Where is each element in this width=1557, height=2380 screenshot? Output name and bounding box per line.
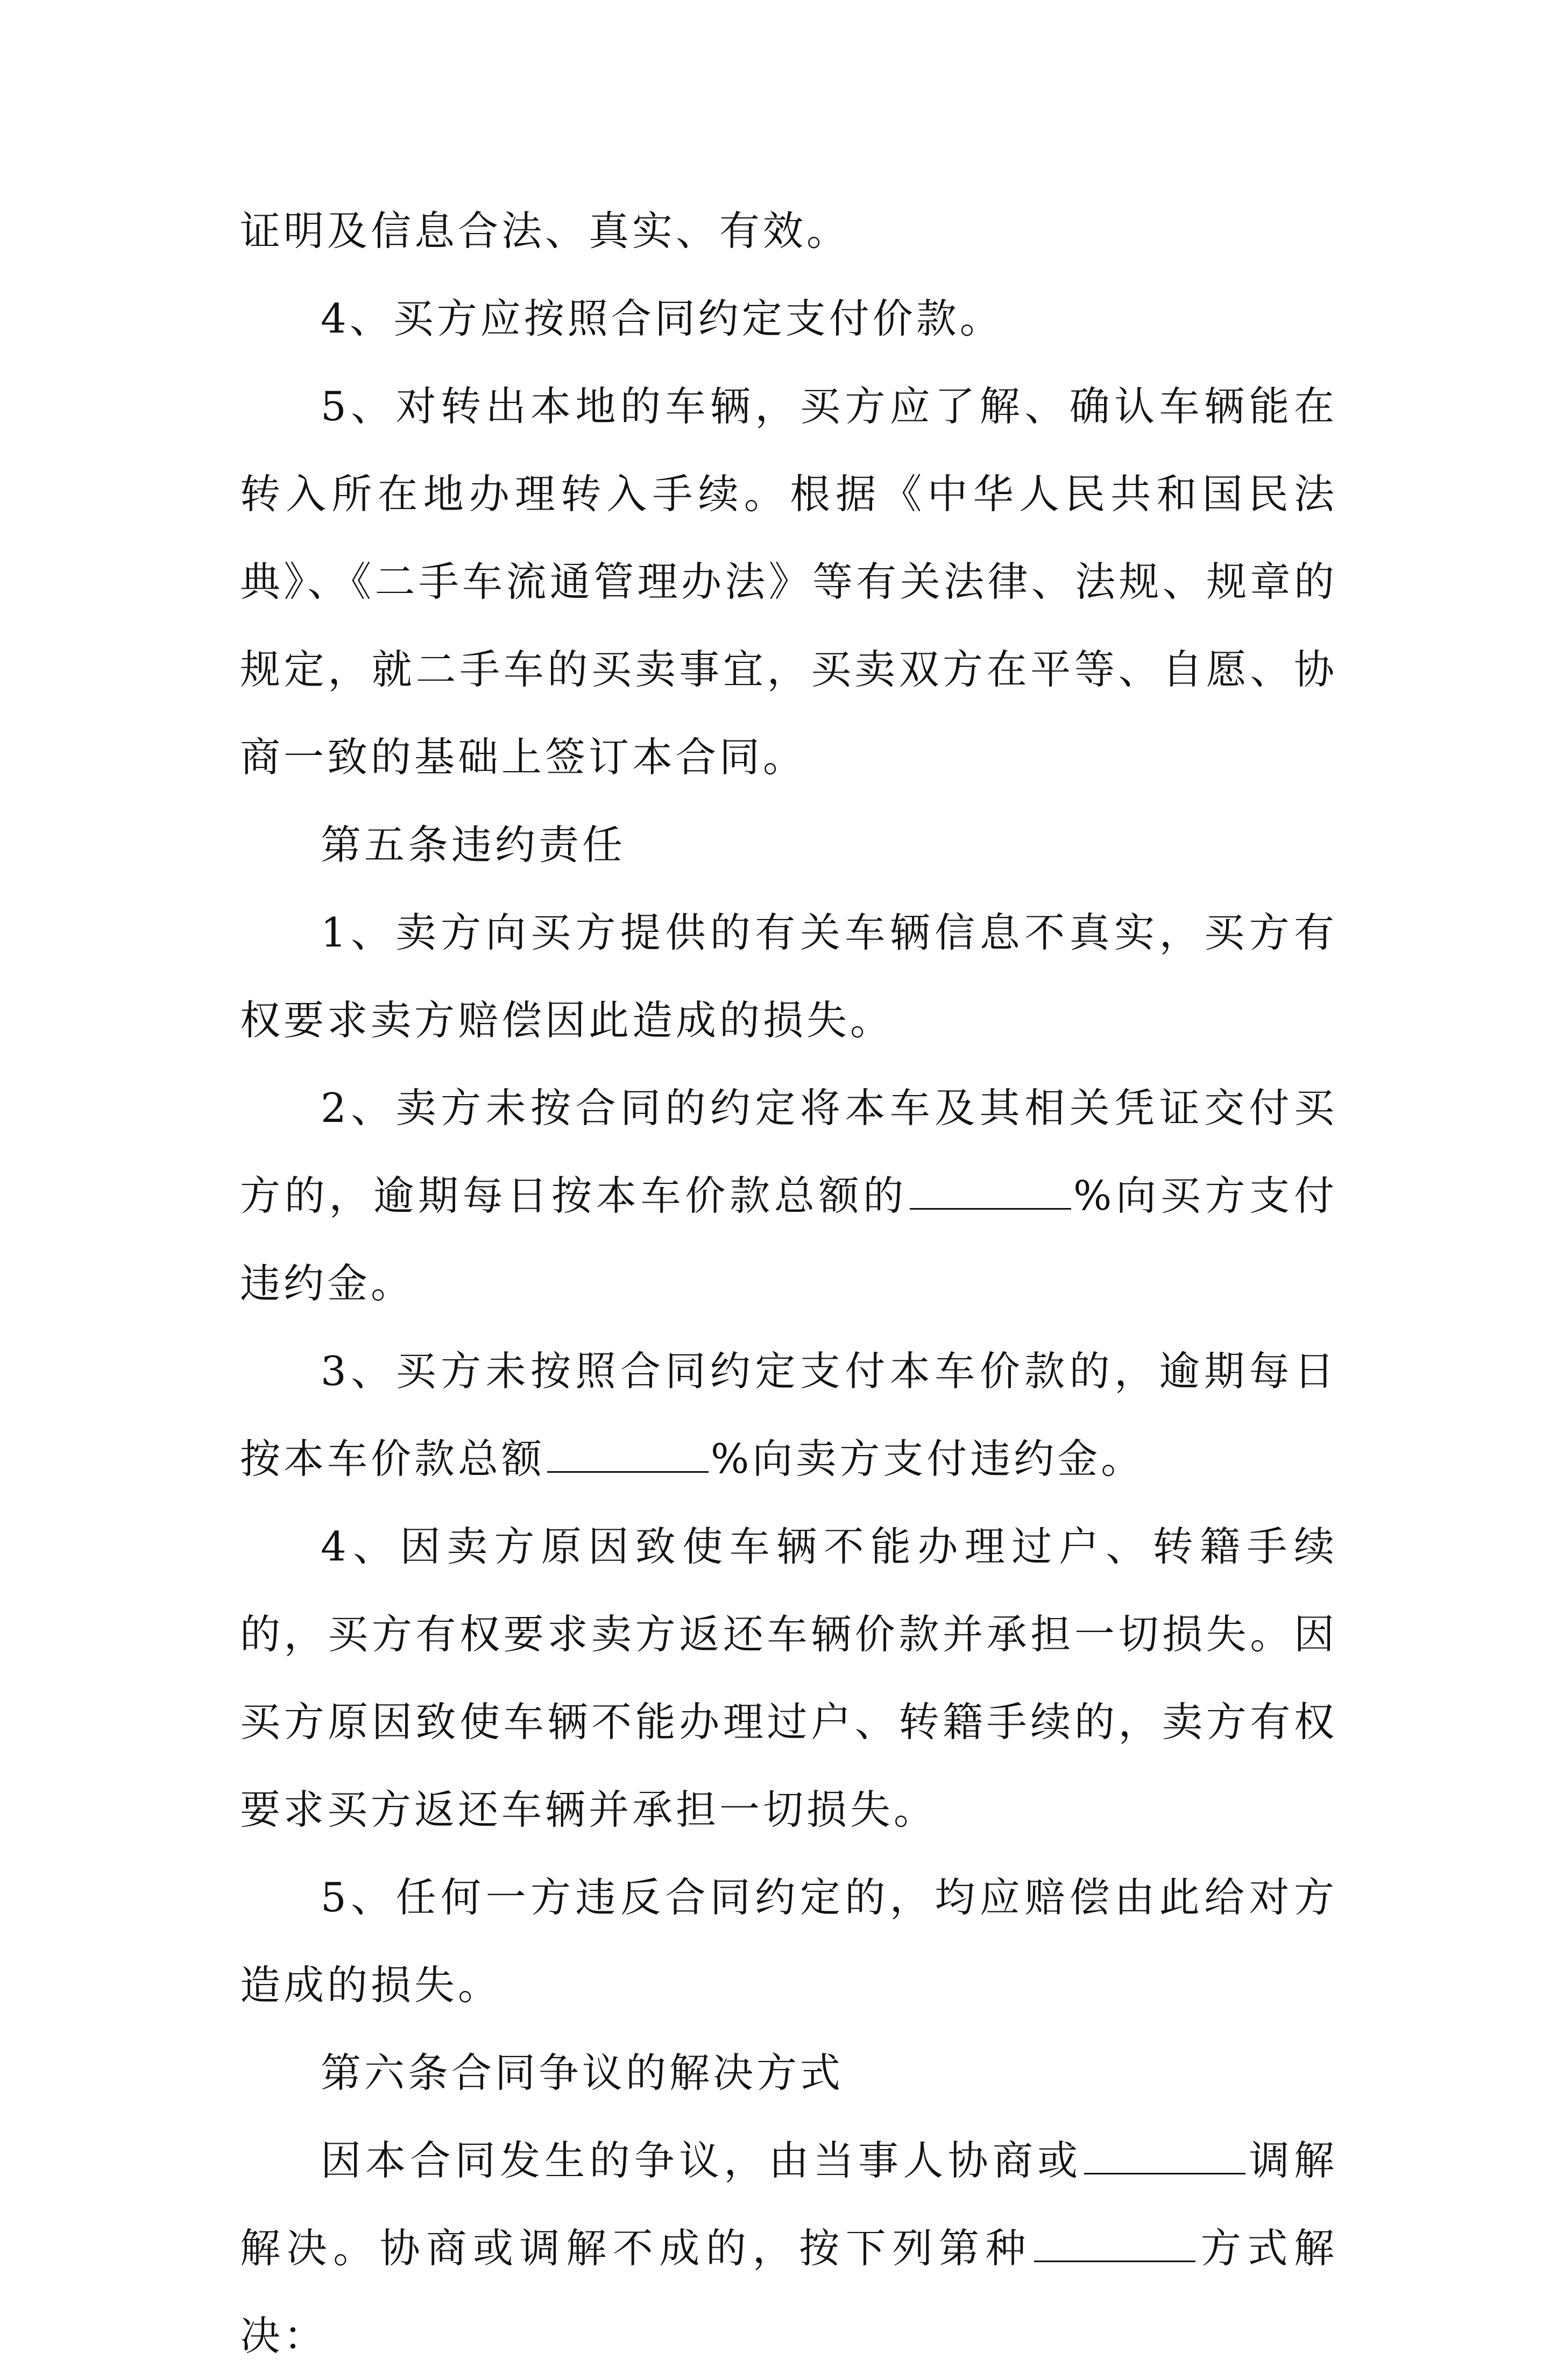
fill-in-blank bbox=[1084, 2143, 1245, 2174]
paragraph-text: 第六条合同争议的解决方式 bbox=[321, 2049, 844, 2096]
paragraph-text: 第五条违约责任 bbox=[321, 821, 626, 868]
p-continuation bbox=[240, 187, 1337, 275]
paragraph-text: 方式解决： bbox=[240, 2224, 1337, 2360]
fill-in-blank bbox=[547, 1441, 709, 1473]
p-liability-2 bbox=[240, 1064, 1337, 1327]
paragraph-text: 4、买方应按照合同约定支付价款。 bbox=[321, 295, 1003, 342]
p-article-6 bbox=[240, 2029, 1337, 2117]
paragraph-text: 4、因卖方原因致使车辆不能办理过户、转籍手续的，买方有权要求卖方返还车辆价款并承担一切损失。因买方原因致使车辆不能办理过户、转籍手续的，卖方有权要求买方返还车辆并承担一切损失。 bbox=[240, 1523, 1337, 1833]
paragraph-text: %向买方支付违约金。 bbox=[240, 1172, 1337, 1307]
fill-in-blank bbox=[910, 1178, 1071, 1210]
p-liability-5 bbox=[240, 1854, 1337, 2029]
contract-body bbox=[240, 187, 1337, 2380]
p-buyer-5 bbox=[240, 363, 1337, 801]
fill-in-blank bbox=[1034, 2230, 1195, 2262]
paragraph-text: 5、对转出本地的车辆，买方应了解、确认车辆能在转入所在地办理转入手续。根据《中华人民共和国民法典》、《二手车流通管理办法》等有关法律、法规、规章的规定，就二手车的买卖事宜，买卖双方在平等、自愿、协商一致的基础上签订本合同。 bbox=[240, 383, 1337, 781]
p-liability-1 bbox=[240, 889, 1337, 1064]
paragraph-text: 调解解决。协商或调解不成的，按下列第种 bbox=[240, 2137, 1337, 2272]
paragraph-text: 1、卖方向买方提供的有关车辆信息不真实，买方有权要求卖方赔偿因此造成的损失。 bbox=[240, 909, 1337, 1044]
paragraph-text: 2、卖方未按合同的约定将本车及其相关凭证交付买方的，逾期每日按本车价款总额的 bbox=[240, 1084, 1337, 1219]
p-liability-3 bbox=[240, 1327, 1337, 1503]
p-liability-4 bbox=[240, 1503, 1337, 1854]
p-dispute bbox=[240, 2117, 1337, 2380]
paragraph-text: 3、买方未按照合同约定支付本车价款的，逾期每日按本车价款总额 bbox=[240, 1347, 1337, 1482]
paragraph-text: %向卖方支付违约金。 bbox=[711, 1435, 1145, 1482]
p-buyer-4 bbox=[240, 275, 1337, 363]
paragraph-text: 证明及信息合法、真实、有效。 bbox=[240, 207, 851, 255]
paragraph-text: 5、任何一方违反合同约定的，均应赔偿由此给对方造成的损失。 bbox=[240, 1874, 1337, 2009]
paragraph-text: 因本合同发生的争议，由当事人协商或 bbox=[321, 2137, 1082, 2184]
p-article-5 bbox=[240, 801, 1337, 889]
